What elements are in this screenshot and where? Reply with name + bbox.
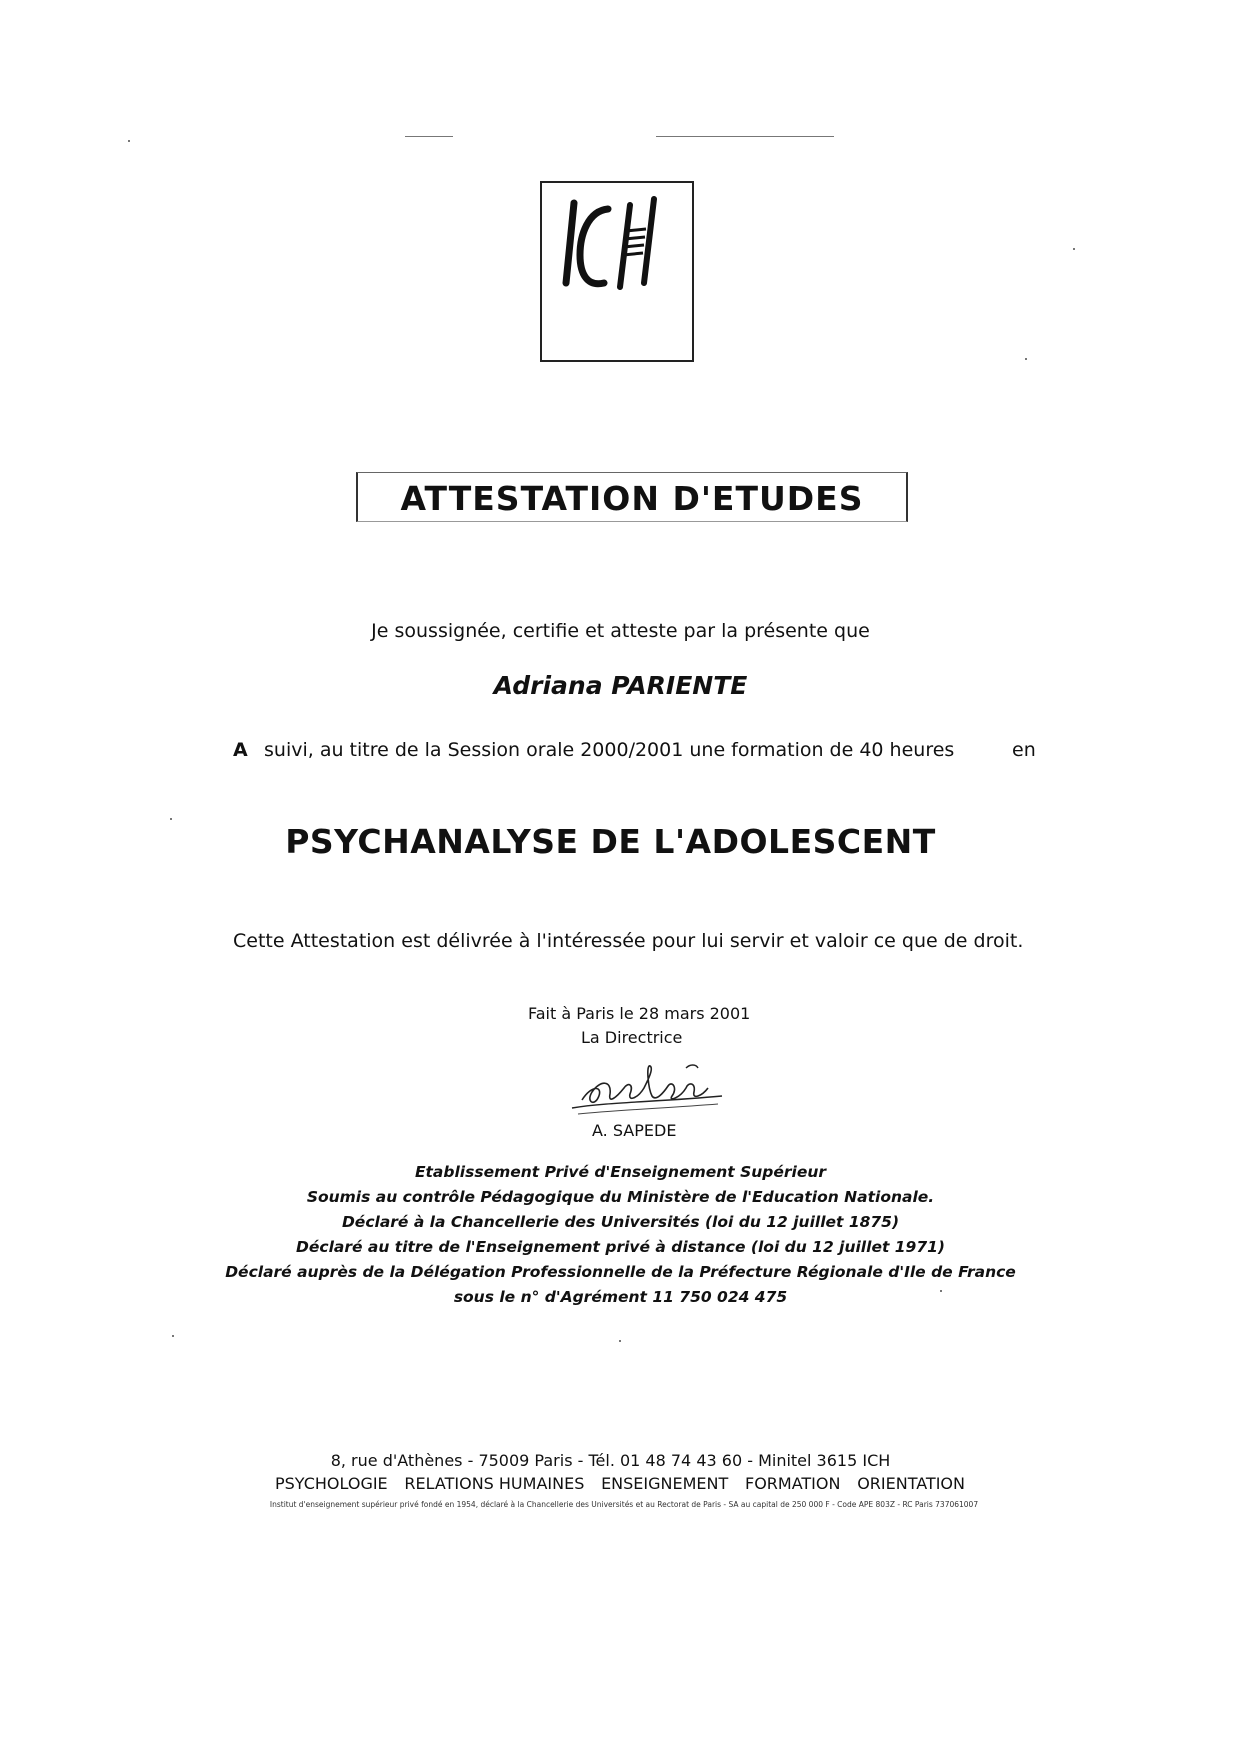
signatory-role: La Directrice bbox=[581, 1028, 683, 1047]
legal-line: Etablissement Privé d'Enseignement Supérieur bbox=[414, 1163, 827, 1181]
footer-domain: PSYCHOLOGIE bbox=[275, 1474, 388, 1493]
logo-box bbox=[540, 181, 694, 362]
course-line-en: en bbox=[1012, 739, 1036, 761]
document-title: ATTESTATION D'ETUDES bbox=[400, 479, 864, 518]
place-date: Fait à Paris le 28 mars 2001 bbox=[528, 1004, 751, 1023]
course-line-a: A bbox=[233, 739, 248, 761]
recipient-name: Adriana PARIENTE bbox=[493, 671, 748, 700]
legal-block bbox=[0, 1160, 1241, 1310]
scan-artifact bbox=[619, 1340, 621, 1342]
scan-artifact bbox=[405, 136, 453, 137]
course-line-text: suivi, au titre de la Session orale 2000/2001 une formation de 40 heures bbox=[264, 739, 955, 761]
scan-artifact bbox=[1073, 248, 1075, 250]
footer-domain: RELATIONS HUMAINES bbox=[404, 1474, 585, 1493]
scan-artifact bbox=[172, 1335, 174, 1337]
footer-domain: ORIENTATION bbox=[857, 1474, 965, 1493]
legal-line: Déclaré au titre de l'Enseignement privé à distance (loi du 12 juillet 1971) bbox=[296, 1238, 945, 1256]
course-subject: PSYCHANALYSE DE L'ADOLESCENT bbox=[285, 822, 936, 861]
legal-line: Déclaré auprès de la Délégation Professionnelle de la Préfecture Régionale d'Ile de France bbox=[225, 1263, 1016, 1281]
intro-text: Je soussignée, certifie et atteste par la présente que bbox=[371, 620, 870, 642]
title-box bbox=[356, 472, 908, 522]
scan-artifact bbox=[656, 136, 834, 137]
ich-logo bbox=[542, 183, 696, 364]
legal-line: Soumis au contrôle Pédagogique du Ministère de l'Education Nationale. bbox=[306, 1188, 935, 1206]
footer-domains bbox=[275, 1474, 965, 1493]
signatory-name: A. SAPEDE bbox=[592, 1121, 677, 1140]
legal-line: Déclaré à la Chancellerie des Universités (loi du 12 juillet 1875) bbox=[341, 1213, 900, 1231]
legal-line: sous le n° d'Agrément 11 750 024 475 bbox=[453, 1288, 788, 1306]
footer-domain: ENSEIGNEMENT bbox=[601, 1474, 729, 1493]
scan-artifact bbox=[170, 818, 172, 820]
footer-address: 8, rue d'Athènes - 75009 Paris - Tél. 01 48 74 43 60 - Minitel 3615 ICH bbox=[330, 1451, 891, 1470]
scan-artifact bbox=[128, 140, 130, 142]
delivery-text: Cette Attestation est délivrée à l'intéressée pour lui servir et valoir ce que de droit. bbox=[233, 930, 1024, 952]
footer-domain: FORMATION bbox=[744, 1474, 841, 1493]
handwritten-signature bbox=[568, 1058, 728, 1120]
footer-fine-print: Institut d'enseignement supérieur privé fondé en 1954, déclaré à la Chancellerie des Universités et au Rectorat de Paris - SA au capital de 250 000 F - Code APE 803Z - RC Paris 737061007 bbox=[269, 1500, 979, 1509]
scan-artifact bbox=[1025, 358, 1027, 360]
